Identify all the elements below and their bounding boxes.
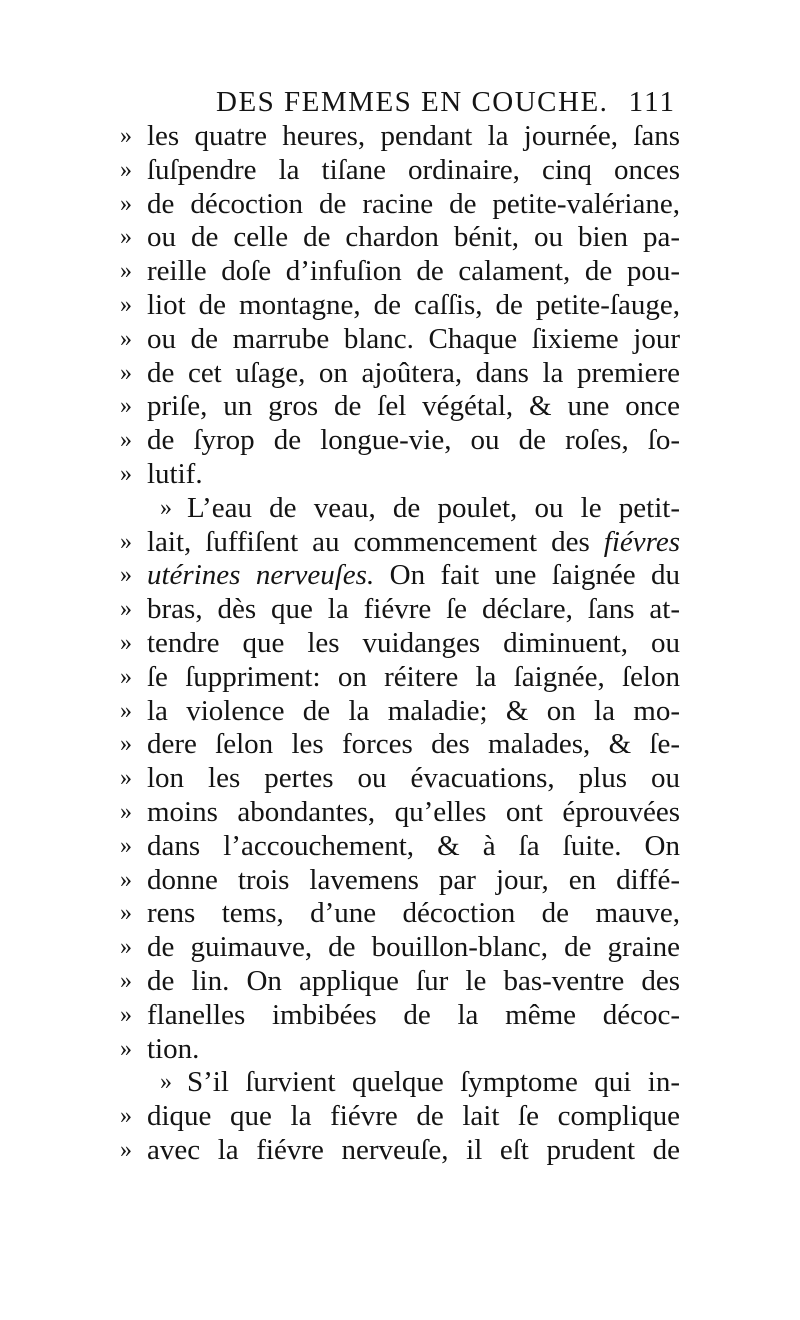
line-text bbox=[147, 357, 680, 391]
line-text-main: bras, dès que la fiévre ſe déclare, ſans at- bbox=[147, 593, 680, 626]
line-text bbox=[147, 221, 680, 255]
guillemet-mark: » bbox=[120, 731, 132, 758]
guillemet-mark: » bbox=[120, 291, 132, 318]
line-text-tail: On fait une ſaignée du bbox=[374, 559, 681, 592]
guillemet-mark: » bbox=[120, 629, 132, 656]
guillemet-mark: » bbox=[160, 1069, 172, 1096]
guillemet-mark: » bbox=[120, 866, 132, 893]
guillemet-mark: » bbox=[160, 494, 172, 521]
guillemet-mark: » bbox=[120, 258, 132, 285]
line-text bbox=[147, 965, 680, 999]
line-text bbox=[147, 559, 680, 593]
line-text bbox=[187, 492, 680, 526]
text-line bbox=[120, 526, 680, 560]
guillemet-mark: » bbox=[120, 393, 132, 420]
italic-phrase: fiévres bbox=[603, 525, 680, 558]
line-text-main: tion. bbox=[147, 1032, 200, 1065]
text-line bbox=[120, 999, 680, 1033]
line-text-main: ou de celle de chardon bénit, ou bien pa- bbox=[147, 221, 680, 254]
line-text-main: reille doſe d’infuſion de calament, de pou- bbox=[147, 255, 680, 288]
text-line bbox=[120, 830, 680, 864]
text-line bbox=[120, 154, 680, 188]
text-line bbox=[120, 323, 680, 357]
text-line bbox=[120, 762, 680, 796]
text-line bbox=[120, 255, 680, 289]
guillemet-mark: » bbox=[120, 967, 132, 994]
italic-phrase: utérines nerveuſes. bbox=[147, 559, 375, 592]
line-text bbox=[147, 728, 680, 762]
line-text bbox=[147, 255, 680, 289]
guillemet-mark: » bbox=[120, 596, 132, 623]
guillemet-mark: » bbox=[120, 1035, 132, 1062]
line-text-main: ſuſpendre la tiſane ordinaire, cinq onces bbox=[147, 153, 680, 186]
guillemet-mark: » bbox=[120, 765, 132, 792]
line-text-main: L’eau de veau, de poulet, ou le petit- bbox=[187, 491, 680, 524]
text-line bbox=[120, 864, 680, 898]
text-line bbox=[120, 357, 680, 391]
line-text-main: de ſyrop de longue-vie, ou de roſes, ſo- bbox=[147, 424, 680, 457]
line-text-main: de lin. On applique ſur le bas-ventre des bbox=[147, 964, 680, 997]
line-text-main: rens tems, d’une décoction de mauve, bbox=[147, 897, 680, 930]
line-text-main: avec la fiévre nerveuſe, il eſt prudent de bbox=[147, 1133, 680, 1166]
line-text bbox=[147, 830, 680, 864]
line-text-main: lait, ſuffiſent au commencement des bbox=[147, 525, 590, 558]
guillemet-mark: » bbox=[120, 1103, 132, 1130]
text-line bbox=[120, 289, 680, 323]
line-text bbox=[147, 289, 680, 323]
text-line bbox=[120, 1066, 680, 1100]
guillemet-mark: » bbox=[120, 832, 132, 859]
line-text bbox=[147, 864, 680, 898]
guillemet-mark: » bbox=[120, 359, 132, 386]
running-head bbox=[216, 82, 676, 122]
line-text bbox=[147, 661, 680, 695]
line-text bbox=[147, 796, 680, 830]
text-line bbox=[120, 1134, 680, 1168]
line-text-main: dique que la fiévre de lait ſe complique bbox=[147, 1100, 680, 1133]
line-text-main: lutif. bbox=[147, 457, 203, 490]
line-text bbox=[147, 999, 680, 1033]
guillemet-mark: » bbox=[120, 562, 132, 589]
text-line bbox=[120, 458, 680, 492]
text-line bbox=[120, 593, 680, 627]
line-text bbox=[147, 424, 680, 458]
line-text bbox=[187, 1066, 680, 1100]
line-text bbox=[147, 1100, 680, 1134]
text-line bbox=[120, 965, 680, 999]
guillemet-mark: » bbox=[120, 156, 132, 183]
line-text-main: les quatre heures, pendant la journée, ſans bbox=[147, 120, 680, 152]
guillemet-mark: » bbox=[120, 123, 132, 149]
line-text bbox=[147, 762, 680, 796]
line-text-main: priſe, un gros de ſel végétal, & une once bbox=[147, 390, 680, 423]
line-text-main: de décoction de racine de petite-valériane, bbox=[147, 187, 680, 220]
guillemet-mark: » bbox=[120, 697, 132, 724]
line-text-main: de cet uſage, on ajoûtera, dans la premiere bbox=[147, 356, 680, 389]
guillemet-mark: » bbox=[120, 900, 132, 927]
guillemet-mark: » bbox=[120, 190, 132, 217]
text-line bbox=[120, 728, 680, 762]
line-text bbox=[147, 1134, 680, 1168]
page-number: 111 bbox=[628, 86, 676, 118]
line-text bbox=[147, 931, 680, 965]
guillemet-mark: » bbox=[120, 460, 132, 487]
line-text bbox=[147, 154, 680, 188]
text-line bbox=[120, 695, 680, 729]
line-text-main: lon les pertes ou évacuations, plus ou bbox=[147, 762, 680, 795]
text-line bbox=[120, 1033, 680, 1067]
line-text bbox=[147, 188, 680, 222]
line-text-main: tendre que les vuidanges diminuent, ou bbox=[147, 626, 680, 659]
running-head-title: DES FEMMES EN COUCHE. bbox=[216, 86, 609, 118]
text-line bbox=[120, 931, 680, 965]
line-text-main: donne trois lavemens par jour, en diffé- bbox=[147, 863, 680, 896]
text-line bbox=[120, 188, 680, 222]
guillemet-mark: » bbox=[120, 528, 132, 555]
text-line bbox=[120, 221, 680, 255]
line-text bbox=[147, 1033, 680, 1067]
line-text bbox=[147, 390, 680, 424]
text-line bbox=[120, 1100, 680, 1134]
line-text bbox=[147, 627, 680, 661]
guillemet-mark: » bbox=[120, 325, 132, 352]
guillemet-mark: » bbox=[120, 663, 132, 690]
line-text bbox=[147, 695, 680, 729]
line-text-main: de guimauve, de bouillon-blanc, de graine bbox=[147, 931, 680, 964]
line-text-main: moins abondantes, qu’elles ont éprouvées bbox=[147, 795, 680, 828]
line-text bbox=[147, 458, 680, 492]
line-text-main: S’il ſurvient quelque ſymptome qui in- bbox=[187, 1066, 680, 1099]
line-text-main: la violence de la maladie; & on la mo- bbox=[147, 694, 680, 727]
text-line bbox=[120, 424, 680, 458]
text-line bbox=[120, 627, 680, 661]
guillemet-mark: » bbox=[120, 1001, 132, 1028]
text-line bbox=[120, 796, 680, 830]
line-text-main: dere ſelon les forces des malades, & ſe- bbox=[147, 728, 680, 761]
line-text-main: liot de montagne, de caſſis, de petite-ſauge, bbox=[147, 288, 680, 321]
body-text bbox=[120, 120, 680, 1168]
text-line bbox=[120, 120, 680, 154]
line-text bbox=[147, 897, 680, 931]
line-text-main: dans l’accouchement, & à ſa ſuite. On bbox=[147, 829, 680, 862]
line-text-main: ou de marrube blanc. Chaque ſixieme jour bbox=[147, 322, 680, 355]
guillemet-mark: » bbox=[120, 1136, 132, 1163]
text-line bbox=[120, 661, 680, 695]
text-line bbox=[120, 492, 680, 526]
guillemet-mark: » bbox=[120, 934, 132, 961]
line-text-main: ſe ſuppriment: on réitere la ſaignée, ſelon bbox=[147, 660, 680, 693]
guillemet-mark: » bbox=[120, 798, 132, 825]
line-text bbox=[147, 323, 680, 357]
line-text bbox=[147, 526, 680, 560]
guillemet-mark: » bbox=[120, 224, 132, 251]
line-text-main: flanelles imbibées de la même décoc- bbox=[147, 998, 680, 1031]
guillemet-mark: » bbox=[120, 427, 132, 454]
line-text bbox=[147, 593, 680, 627]
line-text bbox=[147, 120, 680, 154]
text-line bbox=[120, 559, 680, 593]
text-line bbox=[120, 390, 680, 424]
text-line bbox=[120, 897, 680, 931]
